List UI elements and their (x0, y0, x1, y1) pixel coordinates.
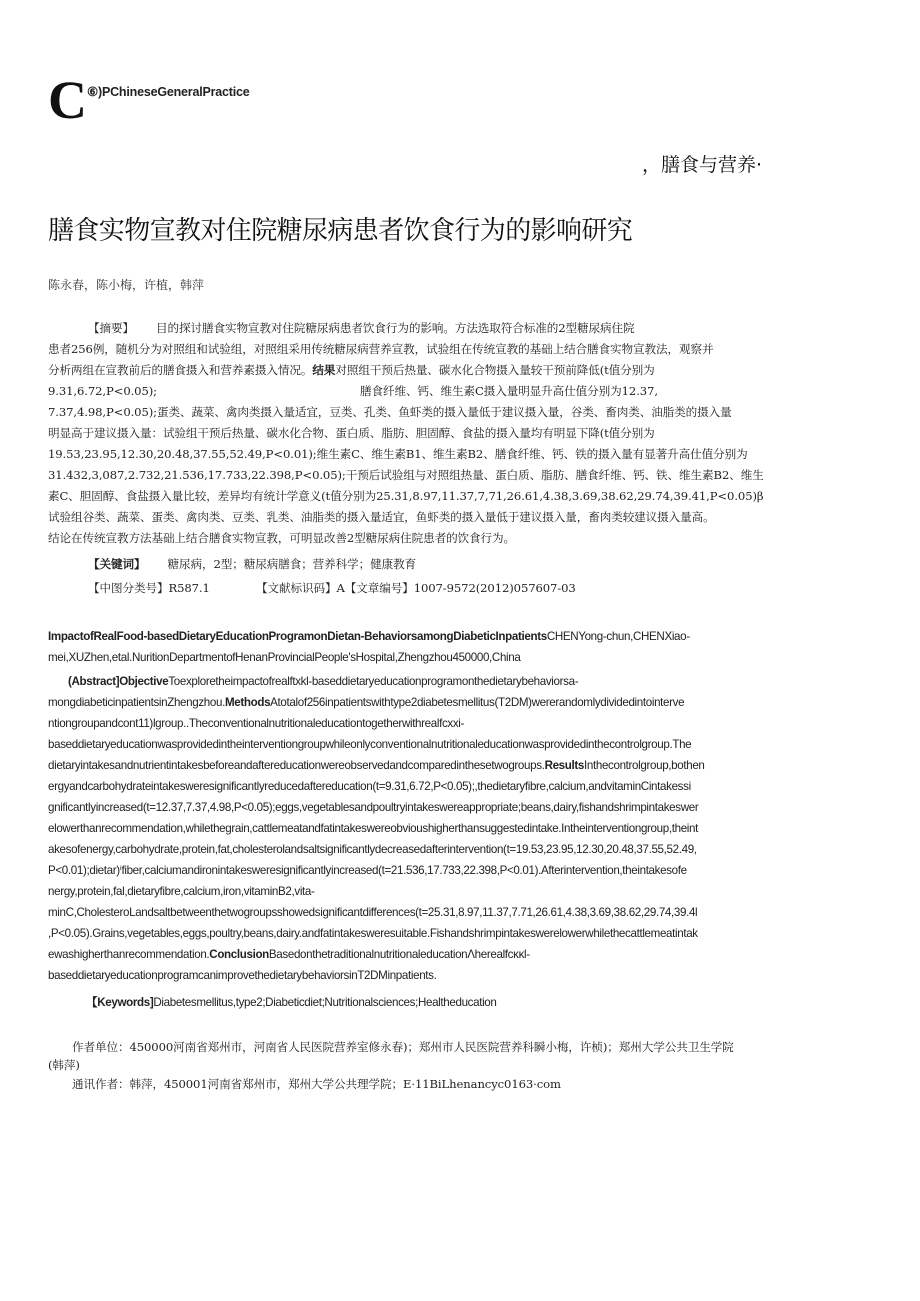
abstract-en-line: ntiongroupandcont11)lgroup..Theconventionalnutritionaleducationtogetherwithrealfcxxi- (48, 717, 465, 730)
abstract-en-line: baseddietaryeducationwasprovidedintheinterventiongroupwhileonlyconventionalnutritionaleducationwasprovidedinthecontrolgroup.The (48, 738, 692, 751)
clc-number: 【中图分类号】R587.1 (88, 581, 210, 595)
methods-label: Methods (224, 696, 271, 709)
abstract-label: 【摘要】 (88, 321, 134, 335)
abstract-cn-text: 对照组干预后热量、碳水化合物摄入量较干预前降低(t值分别为 (335, 363, 655, 377)
abstract-en-line (48, 944, 868, 965)
abstract-cn-line: 患者256例，随机分为对照组和试验组，对照组采用传统糖尿病营养宣教，试验组在传统宣教的基础上结合膳食实物宣教法，观察并 (48, 342, 714, 356)
abstract-en-line: ergyandcarbohydrateintakesweresignificantlyreducedaftereducation(t=9.31,6.72,P<0.05);,thedietaryfibre,calcium,andvitaminCintakessi (48, 780, 691, 793)
abstract-en-line: baseddietaryeducationprogramcanimprovethedietarybehaviorsinT2DMinpatients. (48, 969, 437, 982)
abstract-en-text: ewashigherthanrecommendation. (48, 948, 210, 961)
en-title: ImpactofRealFood-basedDietaryEducationProgramonDietan-BehaviorsamongDiabeticInpatients (48, 630, 547, 643)
abstract-en-line: P<0.01);dietar)ⁱfiber,calciumandironintakesweresignificantlyincreased(t=21.536,17.733,22.398,P<0.01).Afterintervention,theintakesofe (48, 864, 687, 877)
keywords-en (48, 992, 868, 1013)
keywords-text: 糖尿病，2型；糖尿病膳食；营养科学；健康教育 (167, 557, 417, 571)
abstract-en-line (48, 671, 868, 692)
abstract-en-text: Inthecontrolgroup,bothen (584, 759, 705, 772)
abstract-cn-line: 31.432,3,087,2.732,21.536,17.733,22.398,P<0.05);干预后试验组与对照组热量、蛋白质、脂肪、膳食纤维、钙、铁、维生素B2、维生 (48, 468, 764, 482)
en-affiliation: mei,XUZhen,etal.NuritionDepartmentofHenanProvincialPeople'sHospital,Zhengzhou450000,China (48, 651, 521, 664)
abstract-en-text: Toexploretheimpactofrealftxkl-baseddietaryeducationprogramonthedietarybehaviorsa- (168, 675, 579, 688)
en-authors: CHENYong-chun,CHENXiao- (546, 630, 690, 643)
affiliation-note-cont: (韩萍) (48, 1058, 80, 1072)
abstract-cn-text: 9.31,6.72,P<0.05); (48, 384, 157, 398)
author-list: 陈永春，陈小梅，许植，韩萍 (48, 278, 205, 292)
journal-name: ⑥)PChineseGeneralPractice (87, 85, 250, 99)
abstract-en-text: dietaryintakesandnutrientintakesbeforeandaftereducationwereobservedandcomparedinthesetwogroups. (48, 759, 545, 772)
abstract-en-text: Atotalof256inpatientswithtype2diabetesmellitus(T2DM)wererandomlydividedintointerve (270, 696, 685, 709)
document-id: 【文献标识码】A【文章编号】1007-9572(2012)057607-03 (256, 581, 576, 595)
en-results-label: Results (544, 759, 584, 772)
abstract-cn-line: 试验组谷类、蔬菜、蛋类、禽肉类、豆类、乳类、油脂类的摄入量适宜，鱼虾类的摄入量低于建议摄入量，畜肉类较建议摄入量高。 (48, 510, 715, 524)
section-label: ，膳食与营养· (641, 154, 762, 176)
affiliation-text: 作者单位：450000河南省郑州市，河南省人民医院营养室修永春)；郑州市人民医院营养科瞬小梅，许桢)；郑州大学公共卫生学院 (72, 1040, 734, 1054)
results-label: 结果 (312, 363, 336, 377)
keywords-cn (48, 554, 868, 575)
abstract-cn-text: 目的探讨膳食实物宣教对住院糖尿病患者饮食行为的影响。方法选取符合标准的2型糖尿病住院 (155, 321, 635, 335)
en-keywords-text: Diabetesmellitus,type2;Diabeticdiet;Nutritionalsciences;Healtheducation (153, 996, 497, 1009)
abstract-cn-text: 膳食纤维、钙、维生素C摄入量明显升高仕值分别为12.37, (360, 384, 658, 398)
keywords-label: 【关键词】 (88, 557, 146, 571)
en-keywords-label: 【Keywords] (86, 996, 154, 1009)
abstract-cn-line: 结论在传统宣教方法基础上结合膳食实物宣教，可明显改善2型糖尿病住院患者的饮食行为。 (48, 531, 516, 545)
abstract-cn-text: 分析两组在宣教前后的膳食摄入和营养素摄入情况。 (48, 363, 313, 377)
abstract-en-text: mongdiabeticinpatientsinZhengzhou. (48, 696, 225, 709)
abstract-en-line: ,P<0.05).Grains,vegetables,eggs,poultry,beans,dairy.andfatintakesweresuitable.Fishandshrimpintakeswerelowerwhilethecattlemeatintak (48, 927, 698, 940)
classification-line (48, 578, 868, 599)
abstract-en-line (48, 692, 868, 713)
abstract-cn-line (48, 360, 868, 381)
abstract-cn-line (48, 381, 868, 402)
abstract-en-line: minC,CholesteroLandsaltbetweenthetwogroupsshowedsignificantdifferences(t=25.31,8.97,11.37,7.71,26.61,4.38,3.69,38.62,29.74,39.4l (48, 906, 698, 919)
abstract-cn-line: 明显高于建议摄入量：试验组干预后热量、碳水化合物、蛋白质、脂肪、胆固醇、食盐的摄入量均有明显下降(t值分别为 (48, 426, 655, 440)
en-abstract-label: (Abstract]Objective (68, 675, 169, 688)
abstract-en-line: nergy,protein,fal,dietaryfibre,calcium,iron,vitaminB2,vita- (48, 885, 315, 898)
correspondence-note (48, 1074, 868, 1095)
abstract-cn-line (48, 318, 868, 339)
article-title: 膳食实物宣教对住院糖尿病患者饮食行为的影响研究 (48, 216, 633, 246)
abstract-cn-line: 19.53,23.95,12.30,20.48,37.55,52.49,P<0.01);维生素C、维生素B1、维生素B2、膳食纤维、钙、铁的摄入量有显著升高仕值分别为 (48, 447, 748, 461)
conclusion-label: Conclusion (209, 948, 269, 961)
abstract-en-line: akesofenergy,carbohydrate,protein,fat,cholesterolandsaltsignificantlydecreasedafterintervention(t=19.53,23.95,12.30,20.48,37.55,52.49, (48, 843, 697, 856)
abstract-en-line (48, 755, 868, 776)
journal-logo-letter: C (48, 70, 85, 130)
correspondence-text: 通讯作者：韩萍，450001河南省郑州市，郑州大学公共理学院；E·11BiLhenancyc0163·com (72, 1077, 561, 1091)
en-title-line (48, 626, 868, 647)
abstract-en-text: BasedonthetraditionalnutritionaleducationΛherealfcκκl- (268, 948, 530, 961)
abstract-en-line: gnificantlyincreased(t=12.37,7.37,4.98,P<0.05);eggs,vegetablesandpoultryintakeswereappropriate;beans,dairy,fishandshrimpintakeswer (48, 801, 699, 814)
journal-logo (48, 70, 250, 130)
abstract-cn-line: 素C、胆固醇、食盐摄入量比较，差异均有统计学意义(t值分别为25.31,8.97,11.37,7,71,26.61,4.38,3.69,38.62,29.74,39.41,P<0.05)β (48, 489, 764, 503)
abstract-en-line: elowerthanrecommendation,whilethegrain,cattlemeatandfatintakeswereobvioushigherthansuggestedintake.Intheinterventiongroup,theint (48, 822, 698, 835)
abstract-cn-line: 7.37,4.98,P<0.05);蛋类、蔬菜、禽肉类摄入量适宜，豆类、孔类、鱼虾类的摄入量低于建议摄入量，谷类、畜肉类、油脂类的摄入量 (48, 405, 732, 419)
